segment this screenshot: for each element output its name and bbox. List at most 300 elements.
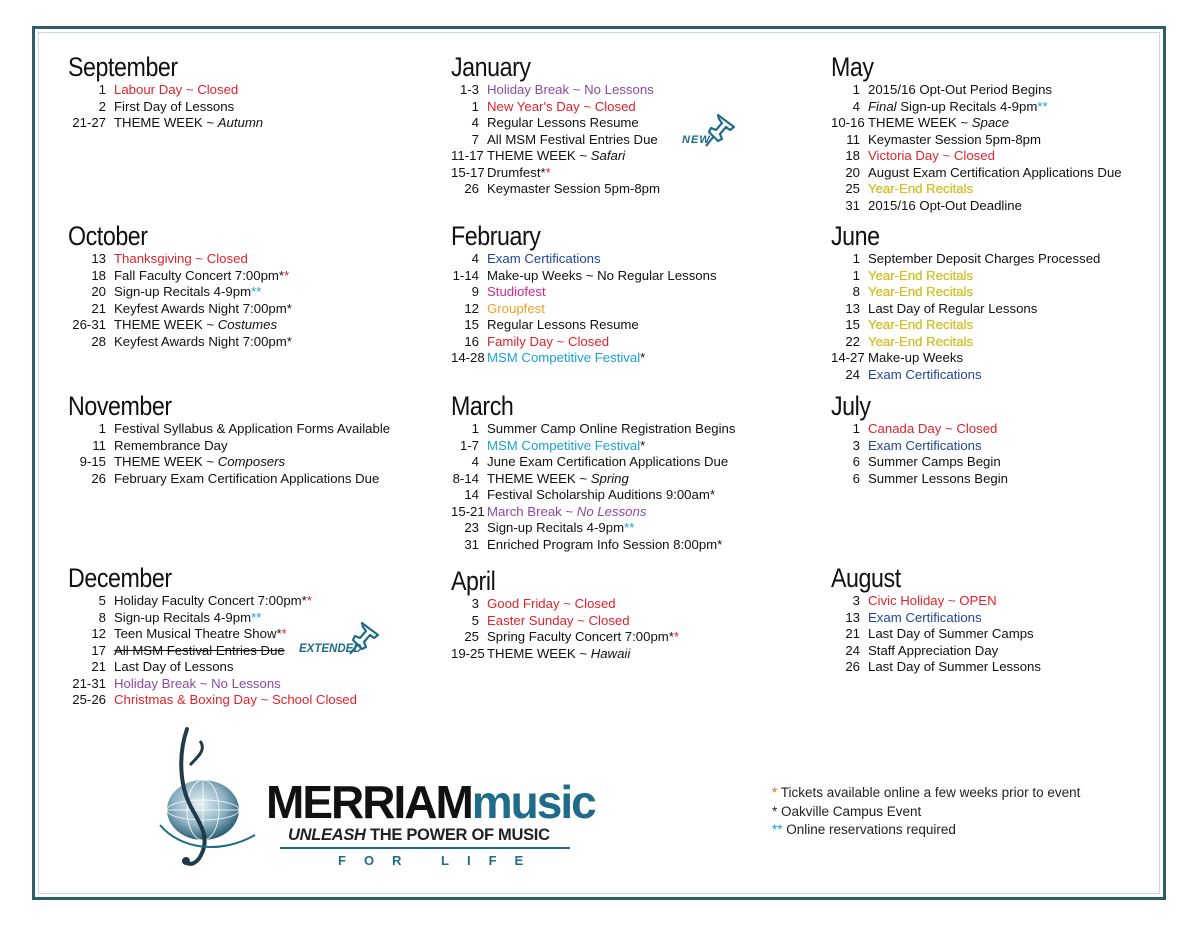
- event-date: 20: [91, 284, 106, 299]
- event-text: [868, 610, 982, 627]
- event-text: [487, 284, 546, 301]
- event-row: [68, 593, 357, 610]
- event-date: 1-3: [459, 82, 479, 97]
- event-row: [831, 317, 1100, 334]
- legend-red-star: *: [772, 785, 778, 800]
- event-text: [487, 301, 545, 318]
- month-title: August: [831, 563, 901, 593]
- event-text-part: MSM Competitive Festival: [487, 437, 641, 453]
- event-text-part: THEME WEEK ~: [114, 454, 218, 469]
- event-date: 11: [846, 131, 860, 147]
- event-row: [451, 301, 717, 318]
- event-text-part: Summer Camps Begin: [868, 454, 1001, 469]
- event-text-part: THEME WEEK ~: [487, 645, 591, 661]
- event-row: [831, 334, 1100, 351]
- event-text: [114, 284, 261, 301]
- event-date: 1: [852, 82, 860, 97]
- event-date: 24: [845, 642, 860, 658]
- event-row: [68, 99, 263, 116]
- event-text: [487, 520, 634, 537]
- event-date: 13: [845, 300, 860, 316]
- event-date: 15: [464, 317, 479, 332]
- event-text: [868, 181, 973, 198]
- event-date: 25-26: [72, 692, 106, 707]
- event-text: [114, 421, 390, 438]
- event-text: [114, 676, 281, 693]
- event-text-part: Staff Appreciation Day: [868, 642, 999, 658]
- event-row: [831, 438, 1008, 455]
- event-text-part: February Exam Certification Applications Due: [114, 470, 380, 486]
- event-row: [451, 268, 717, 285]
- event-row: [451, 317, 717, 334]
- event-text-part: Labour Day ~ Closed: [114, 82, 239, 97]
- event-text-part: Space: [971, 115, 1010, 130]
- month-july: [831, 391, 1008, 487]
- event-text: [114, 99, 234, 116]
- event-text: [114, 82, 238, 99]
- event-text-part: Sign-up Recitals 4-9pm: [114, 609, 252, 625]
- event-date: 12: [91, 626, 106, 641]
- event-text-part: Year-End Recitals: [868, 181, 974, 196]
- event-text-part: Festival Scholarship Auditions 9:00am*: [487, 487, 715, 502]
- event-text: [868, 198, 1022, 215]
- event-text: [487, 487, 715, 504]
- event-date: 1: [98, 82, 106, 97]
- event-date: 6: [852, 470, 860, 486]
- event-date: 13: [845, 609, 860, 625]
- event-text-part: Composers: [217, 454, 286, 469]
- event-text: [487, 132, 658, 149]
- event-row: [451, 421, 735, 438]
- event-text-part: THEME WEEK ~: [487, 148, 591, 163]
- event-text-part: Regular Lessons Resume: [487, 317, 639, 332]
- month-june: [831, 221, 1100, 383]
- event-text-part: **: [1037, 98, 1048, 114]
- event-row: [68, 676, 357, 693]
- event-text-part: THEME WEEK ~: [487, 470, 591, 486]
- event-row: [68, 317, 292, 334]
- event-text-part: Holiday Faculty Concert 7:00pm*: [114, 593, 307, 608]
- event-text: [114, 659, 234, 676]
- event-row: [831, 148, 1122, 165]
- event-date: 25: [845, 181, 860, 196]
- month-october: [68, 221, 292, 350]
- event-row: [451, 438, 735, 455]
- event-row: [451, 646, 679, 663]
- event-text-part: Spring: [590, 470, 629, 486]
- month-title: May: [831, 52, 874, 82]
- event-row: [451, 454, 735, 471]
- event-text-part: Sign-up Recitals 4-9pm: [487, 520, 625, 535]
- event-date: 1: [98, 421, 106, 436]
- event-date: 7: [471, 131, 479, 147]
- event-text: [868, 99, 1048, 116]
- event-text: [868, 317, 973, 334]
- event-text: [868, 367, 982, 384]
- event-date: 26-31: [72, 317, 106, 332]
- month-title: September: [68, 52, 178, 82]
- event-text: [868, 284, 973, 301]
- legend-item-tickets: [772, 784, 1080, 803]
- event-date: 12: [464, 300, 479, 316]
- event-row: [451, 487, 735, 504]
- event-text-part: Sign-up Recitals 4-9pm: [896, 98, 1038, 114]
- event-date: 13: [91, 251, 106, 266]
- event-text: [868, 643, 998, 660]
- event-text: [487, 438, 645, 455]
- event-text: [114, 438, 228, 455]
- event-text: [114, 115, 263, 132]
- event-text: [487, 421, 735, 438]
- event-text: [868, 268, 973, 285]
- month-title: December: [68, 563, 172, 593]
- event-row: [831, 421, 1008, 438]
- event-text-part: First Day of Lessons: [114, 98, 235, 114]
- event-row: [451, 165, 660, 182]
- event-text: [114, 593, 312, 610]
- event-row: [68, 268, 292, 285]
- event-row: [451, 334, 717, 351]
- event-date: 8: [98, 609, 106, 625]
- event-text-part: Summer Camp Online Registration Begins: [487, 421, 736, 436]
- month-december: [68, 563, 357, 709]
- event-text: [868, 165, 1122, 182]
- month-title: July: [831, 391, 871, 421]
- event-date: 18: [91, 267, 106, 283]
- event-text-part: THEME WEEK ~: [868, 115, 972, 130]
- event-text-part: Christmas & Boxing Day ~ School Closed: [114, 692, 357, 707]
- event-text: [114, 471, 379, 488]
- month-february: [451, 221, 717, 367]
- event-row: [831, 268, 1100, 285]
- event-date: 24: [845, 366, 860, 382]
- event-date: 14-28: [451, 350, 485, 365]
- event-text-part: MSM Competitive Festival: [487, 350, 641, 365]
- month-april: [451, 566, 679, 662]
- month-september: [68, 52, 263, 132]
- event-text-part: Regular Lessons Resume: [487, 115, 639, 130]
- event-row: [831, 367, 1100, 384]
- event-date: 1: [471, 421, 479, 436]
- event-date: 25: [464, 629, 479, 644]
- event-text: [114, 317, 277, 334]
- event-text: [114, 268, 289, 285]
- event-row: [68, 471, 390, 488]
- event-text-part: Last Day of Summer Lessons: [868, 659, 1041, 674]
- event-row: [451, 613, 679, 630]
- event-text: [487, 629, 679, 646]
- event-date: 4: [471, 251, 479, 266]
- event-text: [868, 593, 997, 610]
- event-text: [487, 99, 636, 116]
- event-row: [68, 692, 357, 709]
- legend: [772, 784, 1080, 840]
- event-text: [868, 148, 995, 165]
- event-text-part: THEME WEEK ~: [114, 115, 218, 130]
- month-march: [451, 391, 735, 553]
- extended-tag: EXTENDED: [299, 643, 362, 655]
- event-date: 4: [471, 454, 479, 469]
- event-text: [487, 646, 630, 663]
- event-text: [487, 317, 639, 334]
- pushpin-icon: [348, 620, 382, 656]
- event-text: [868, 301, 1037, 318]
- event-text-part: August Exam Certification Applications Due: [868, 164, 1122, 180]
- legend-item-oakville: * Oakville Campus Event: [772, 803, 922, 819]
- slogan-underline: [280, 847, 570, 849]
- event-text-part: Last Day of Summer Camps: [868, 626, 1034, 641]
- event-row: [68, 284, 292, 301]
- event-text: [868, 251, 1100, 268]
- month-title: March: [451, 391, 514, 421]
- legend-blue-star: **: [772, 822, 783, 837]
- event-row: [451, 629, 679, 646]
- event-row: [831, 115, 1122, 132]
- event-row: [831, 181, 1122, 198]
- event-text-part: Spring Faculty Concert 7:00pm*: [487, 629, 674, 644]
- event-text-part: Final: [868, 98, 897, 114]
- event-date: 26: [464, 181, 479, 196]
- event-row: [68, 626, 357, 643]
- event-text-part: Year-End Recitals: [868, 317, 974, 332]
- event-text: [868, 334, 973, 351]
- event-date: 3: [852, 593, 860, 608]
- legend-reservations-text: Online reservations required: [786, 822, 956, 837]
- event-date: 21: [91, 300, 106, 316]
- event-text-part: Canada Day ~ Closed: [868, 421, 998, 436]
- event-text-part: New Year's Day ~ Closed: [487, 98, 636, 114]
- event-row: [68, 82, 263, 99]
- event-text: [487, 504, 646, 521]
- event-date: 1-14: [452, 267, 479, 283]
- event-text: [868, 659, 1041, 676]
- event-date: 10-16: [831, 115, 865, 130]
- event-text-part: September Deposit Charges Processed: [868, 251, 1101, 266]
- month-august: [831, 563, 1041, 676]
- event-text-part: Year-End Recitals: [868, 267, 974, 283]
- event-date: 15-21: [451, 503, 485, 519]
- event-date: 31: [845, 197, 860, 213]
- event-text-part: *: [673, 629, 680, 644]
- event-date: 4: [471, 115, 479, 130]
- event-text: [487, 268, 717, 285]
- event-text: [114, 334, 292, 351]
- event-text-part: Victoria Day ~ Closed: [868, 148, 995, 163]
- event-text-part: Sign-up Recitals 4-9pm: [114, 284, 252, 299]
- event-row: [68, 610, 357, 627]
- event-date: 8-14: [452, 470, 479, 486]
- event-text-part: Keymaster Session 5pm-8pm: [487, 181, 660, 196]
- event-row: [451, 350, 717, 367]
- event-row: [831, 454, 1008, 471]
- event-date: 3: [471, 596, 479, 611]
- event-row: [831, 165, 1122, 182]
- event-text: [114, 626, 287, 643]
- event-text: [487, 82, 654, 99]
- month-title: February: [451, 221, 541, 251]
- event-text-part: No Lessons: [576, 503, 647, 519]
- event-text-part: *: [281, 626, 287, 641]
- event-row: [68, 251, 292, 268]
- event-text: [114, 643, 285, 660]
- event-row: [451, 115, 660, 132]
- event-text: [868, 82, 1052, 99]
- event-text-part: Exam Certifications: [487, 251, 601, 266]
- event-text-part: Make-up Weeks ~ No Regular Lessons: [487, 267, 717, 283]
- event-text-part: Year-End Recitals: [868, 333, 974, 349]
- event-date: 8: [852, 284, 860, 299]
- event-row: [451, 537, 735, 554]
- brand-wordmark: [266, 776, 595, 828]
- event-text-part: Fall Faculty Concert 7:00pm*: [114, 267, 285, 283]
- event-text: [114, 251, 248, 268]
- event-row: [831, 643, 1041, 660]
- event-text: [487, 115, 639, 132]
- event-date: 6: [852, 454, 860, 469]
- month-title: November: [68, 391, 172, 421]
- event-date: 21-31: [72, 675, 106, 691]
- event-text: [868, 438, 982, 455]
- event-row: [831, 471, 1008, 488]
- event-date: 21: [845, 626, 860, 641]
- event-text-part: *: [640, 350, 646, 365]
- event-text-part: Good Friday ~ Closed: [487, 596, 616, 611]
- event-date: 3: [852, 437, 860, 453]
- event-text-part: **: [624, 520, 635, 535]
- event-date: 15-17: [451, 164, 485, 180]
- event-date: 31: [464, 536, 479, 552]
- event-row: [68, 421, 390, 438]
- event-date: 1-7: [459, 437, 479, 453]
- event-text-part: *: [545, 164, 551, 180]
- event-text-part: Last Day of Regular Lessons: [868, 300, 1038, 316]
- event-text: [114, 301, 292, 318]
- event-text-part: Family Day ~ Closed: [487, 333, 610, 349]
- event-date: 14-27: [831, 350, 865, 365]
- event-text-part: Teen Musical Theatre Show*: [114, 626, 282, 641]
- month-title: January: [451, 52, 531, 82]
- event-date: 17: [91, 642, 106, 658]
- event-row: [451, 504, 735, 521]
- month-november: [68, 391, 390, 487]
- event-date: 16: [464, 333, 479, 349]
- event-row: [831, 251, 1100, 268]
- event-row: [831, 350, 1100, 367]
- event-text: [868, 626, 1034, 643]
- event-text-part: Summer Lessons Begin: [868, 470, 1009, 486]
- event-date: 23: [464, 520, 479, 535]
- event-text: [487, 537, 722, 554]
- event-text: [487, 350, 645, 367]
- event-text: [487, 596, 616, 613]
- event-date: 15: [845, 317, 860, 332]
- event-text-part: Autumn: [217, 115, 264, 130]
- slogan-rest: THE POWER OF MUSIC: [365, 826, 550, 844]
- legend-tickets-text: Tickets available online a few weeks prior to event: [780, 785, 1081, 800]
- event-row: [68, 301, 292, 318]
- event-row: [451, 82, 660, 99]
- event-text-part: Make-up Weeks: [868, 350, 964, 365]
- event-text-part: Civic Holiday ~ OPEN: [868, 593, 997, 608]
- event-date: 4: [852, 98, 860, 114]
- event-text-part: 2015/16 Opt-Out Period Begins: [868, 82, 1053, 97]
- event-text-part: March Break ~: [487, 503, 577, 519]
- event-row: [831, 82, 1122, 99]
- event-date: 2: [98, 98, 106, 114]
- event-row: [68, 334, 292, 351]
- event-row: [831, 593, 1041, 610]
- event-row: [831, 132, 1122, 149]
- event-row: [451, 181, 660, 198]
- month-may: [831, 52, 1122, 214]
- event-date: 11: [92, 437, 106, 453]
- event-date: 5: [98, 593, 106, 608]
- event-row: [68, 438, 390, 455]
- event-date: 1: [852, 251, 860, 266]
- brand-name-music: music: [471, 776, 595, 828]
- month-title: October: [68, 221, 148, 251]
- event-date: 11-17: [451, 148, 484, 163]
- event-text-part: All MSM Festival Entries Due: [487, 131, 658, 147]
- brand-slogan: [288, 826, 550, 845]
- event-date: 9: [471, 284, 479, 299]
- event-text: [868, 132, 1041, 149]
- event-text-part: Last Day of Lessons: [114, 659, 234, 674]
- event-text-part: June Exam Certification Applications Due: [487, 454, 729, 469]
- event-row: [831, 610, 1041, 627]
- event-date: 19-25: [451, 645, 485, 661]
- event-row: [831, 659, 1041, 676]
- event-text: [868, 471, 1008, 488]
- pushpin-icon: [704, 112, 738, 148]
- event-text-part: Exam Certifications: [868, 437, 982, 453]
- event-text-part: Groupfest: [487, 300, 545, 316]
- event-date: 26: [845, 659, 860, 674]
- event-text-part: Safari: [590, 148, 626, 163]
- event-date: 1: [852, 267, 860, 283]
- event-text-part: **: [251, 609, 262, 625]
- event-text-part: Hawaii: [590, 645, 631, 661]
- event-text: [114, 692, 357, 709]
- event-date: 26: [91, 470, 106, 486]
- event-text-part: Holiday Break ~ No Lessons: [487, 82, 654, 97]
- new-tag: NEW: [682, 134, 711, 146]
- event-text-part: Keymaster Session 5pm-8pm: [868, 131, 1041, 147]
- event-text-part: Easter Sunday ~ Closed: [487, 612, 630, 628]
- event-row: [68, 659, 357, 676]
- event-date: 28: [91, 333, 106, 349]
- event-row: [831, 284, 1100, 301]
- event-row: [451, 520, 735, 537]
- event-text-part: *: [306, 593, 312, 608]
- event-text: [487, 613, 630, 630]
- brand-name-merriam: MERRIAM: [266, 776, 472, 828]
- event-text-part: Festival Syllabus & Application Forms Available: [114, 421, 391, 436]
- event-text-part: Thanksgiving ~ Closed: [114, 251, 248, 266]
- event-text: [868, 115, 1009, 132]
- event-text: [868, 350, 963, 367]
- event-date: 1: [852, 421, 860, 436]
- event-text: [487, 148, 625, 165]
- event-date: 9-15: [79, 454, 106, 469]
- event-row: [451, 132, 660, 149]
- event-text: [868, 421, 997, 438]
- event-text: [487, 165, 551, 182]
- event-text: [114, 610, 261, 627]
- event-date: 14: [464, 487, 479, 502]
- event-text-part: THEME WEEK ~: [114, 317, 218, 332]
- event-row: [831, 626, 1041, 643]
